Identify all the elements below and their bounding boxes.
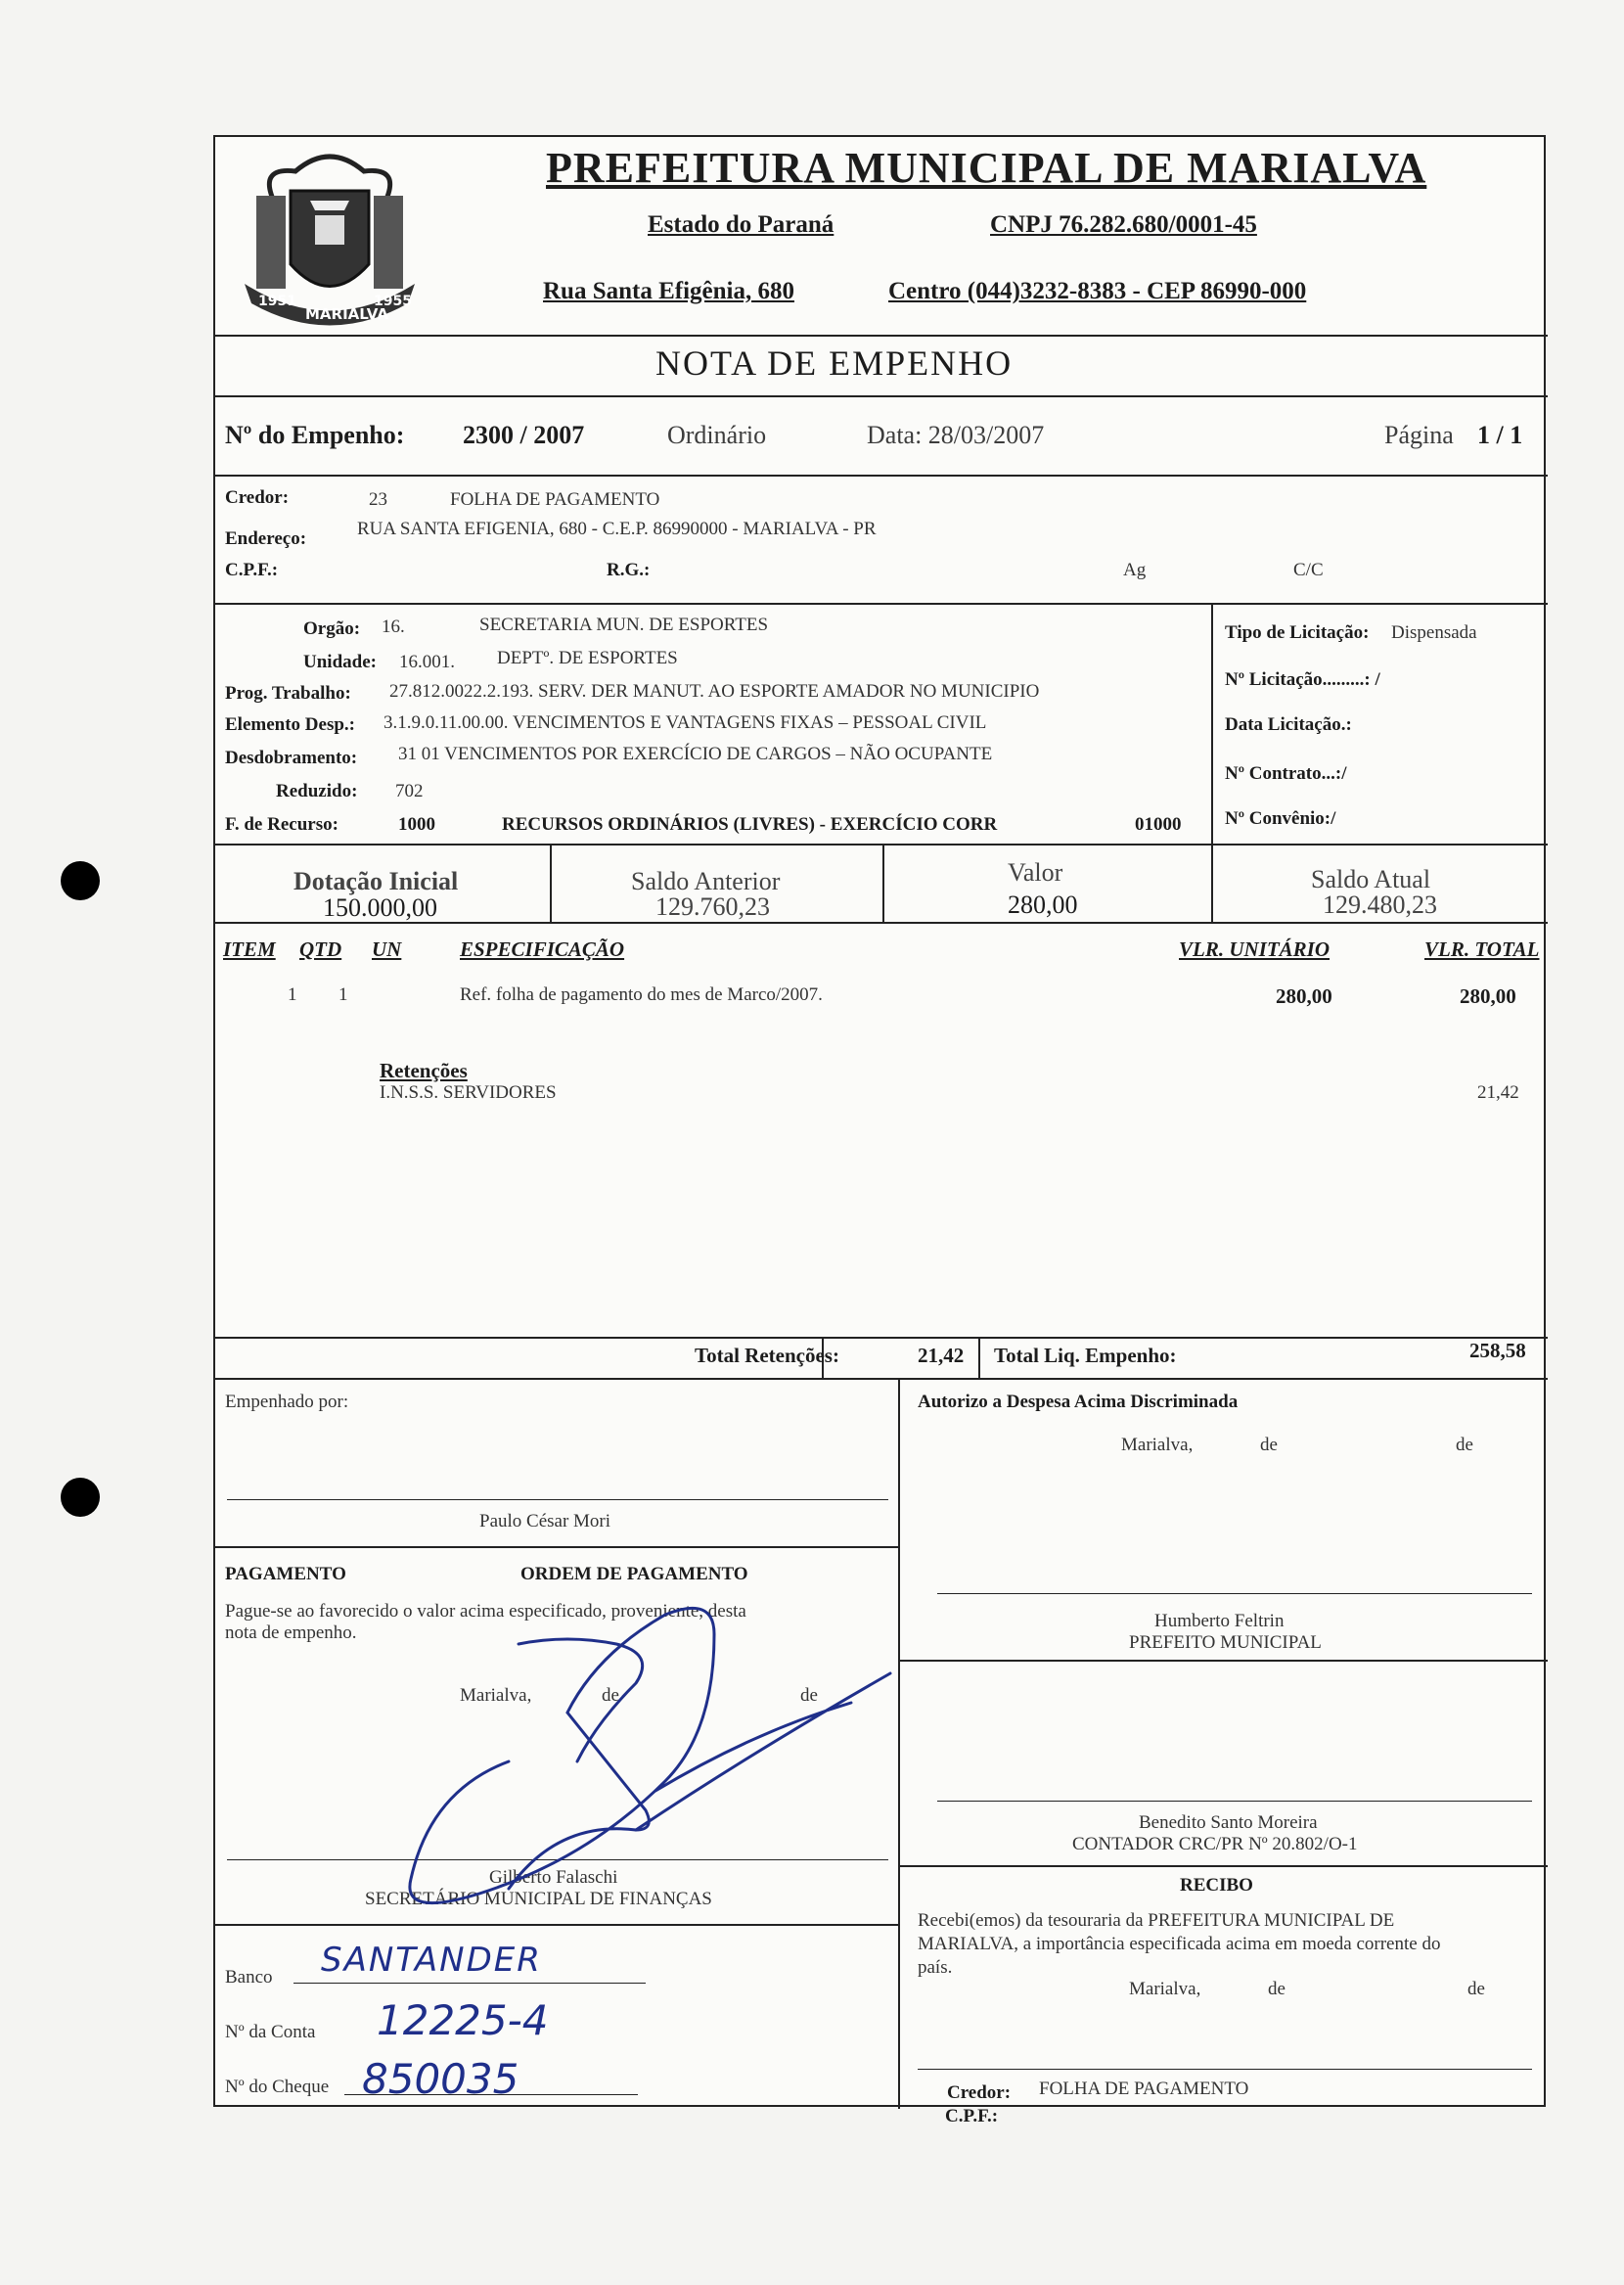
retencao-name: I.N.S.S. SERVIDORES bbox=[380, 1082, 557, 1103]
empenhado-por-label: Empenhado por: bbox=[225, 1392, 349, 1412]
pagamento-label: PAGAMENTO bbox=[225, 1564, 346, 1584]
recurso-name: RECURSOS ORDINÁRIOS (LIVRES) - EXERCÍCIO CORR bbox=[502, 814, 998, 835]
recibo-city: Marialva, bbox=[1129, 1979, 1201, 1999]
reduzido-label: Reduzido: bbox=[276, 781, 358, 801]
retencao-value: 21,42 bbox=[1477, 1082, 1519, 1103]
municipal-crest-logo bbox=[237, 147, 423, 328]
valor-label: Valor bbox=[1008, 858, 1063, 887]
header-address-rest: Centro (044)3232-8383 - CEP 86990-000 bbox=[888, 278, 1307, 304]
crest-banner-text: MARIALVA bbox=[305, 305, 388, 323]
total-liquido-label: Total Liq. Empenho: bbox=[994, 1344, 1177, 1367]
credor-name: FOLHA DE PAGAMENTO bbox=[450, 489, 660, 510]
recibo-text-line3: país. bbox=[918, 1957, 953, 1978]
conta-label: Nº da Conta bbox=[225, 2022, 316, 2042]
unidade-code: 16.001. bbox=[399, 652, 455, 672]
prefeito-title: PREFEITO MUNICIPAL bbox=[1129, 1632, 1322, 1653]
rg-label: R.G.: bbox=[607, 560, 651, 580]
crest-year-right: 1955 bbox=[374, 294, 412, 309]
cc-label: C/C bbox=[1293, 560, 1324, 580]
recibo-text-line2: MARIALVA, a importância especificada acima em moeda corrente do bbox=[918, 1934, 1441, 1954]
autorizo-label: Autorizo a Despesa Acima Discriminada bbox=[918, 1392, 1239, 1412]
ag-label: Ag bbox=[1123, 560, 1147, 580]
autorizo-de2: de bbox=[1456, 1435, 1473, 1455]
unidade-label: Unidade: bbox=[303, 652, 377, 672]
empenho-type: Ordinário bbox=[667, 421, 767, 449]
dotacao-inicial-value: 150.000,00 bbox=[323, 893, 437, 922]
col-qtd: QTD bbox=[299, 937, 342, 961]
header-address: Rua Santa Efigênia, 680 bbox=[543, 278, 794, 304]
empenho-number-value: 2300 / 2007 bbox=[463, 421, 585, 449]
secretario-title: SECRETÁRIO MUNICIPAL DE FINANÇAS bbox=[365, 1889, 712, 1909]
valor-value: 280,00 bbox=[1008, 891, 1078, 919]
desdobramento-label: Desdobramento: bbox=[225, 748, 358, 768]
credor-label: Credor: bbox=[225, 487, 290, 508]
col-especificacao: ESPECIFICAÇÃO bbox=[460, 937, 625, 961]
licitacao-number: Nº Licitação.........: / bbox=[1225, 669, 1380, 690]
dotacao-inicial-label: Dotação Inicial bbox=[293, 867, 459, 895]
orgao-name: SECRETARIA MUN. DE ESPORTES bbox=[479, 615, 769, 635]
crest-year-left: 1951 bbox=[258, 294, 296, 309]
total-retencoes-label: Total Retenções: bbox=[695, 1344, 839, 1367]
recurso-label: F. de Recurso: bbox=[225, 814, 338, 835]
saldo-atual-label: Saldo Atual bbox=[1311, 865, 1431, 893]
page-label: Página bbox=[1384, 421, 1454, 449]
total-retencoes-value: 21,42 bbox=[918, 1344, 965, 1367]
tipo-licitacao-value: Dispensada bbox=[1391, 622, 1477, 643]
prefeito-name: Humberto Feltrin bbox=[1154, 1611, 1285, 1631]
row-qtd: 1 bbox=[338, 984, 348, 1005]
saldo-anterior-value: 129.760,23 bbox=[655, 892, 770, 921]
elemento-value: 3.1.9.0.11.00.00. VENCIMENTOS E VANTAGENS FIXAS – PESSOAL CIVIL bbox=[383, 712, 987, 733]
recurso-num: 01000 bbox=[1135, 814, 1182, 835]
empenho-number-label: Nº do Empenho: bbox=[225, 421, 405, 449]
retencoes-heading: Retenções bbox=[380, 1059, 468, 1082]
recurso-code: 1000 bbox=[398, 814, 435, 835]
recibo-de1: de bbox=[1268, 1979, 1286, 1999]
header-title: PREFEITURA MUNICIPAL DE MARIALVA bbox=[546, 144, 1427, 192]
elemento-label: Elemento Desp.: bbox=[225, 714, 355, 735]
conta-value: 12225-4 bbox=[377, 1996, 549, 2044]
convenio-number: Nº Convênio:/ bbox=[1225, 808, 1336, 829]
contrato-number: Nº Contrato...:/ bbox=[1225, 763, 1347, 784]
document-title: NOTA DE EMPENHO bbox=[655, 343, 1014, 383]
cheque-label: Nº do Cheque bbox=[225, 2077, 330, 2097]
pagamento-text-line1: Pague-se ao favorecido o valor acima especificado, proveniente, desta bbox=[225, 1601, 746, 1622]
punch-hole-top bbox=[61, 861, 100, 900]
header-cnpj: CNPJ 76.282.680/0001-45 bbox=[990, 211, 1257, 238]
header-state: Estado do Paraná bbox=[648, 211, 835, 238]
col-vlr-unitario: VLR. UNITÁRIO bbox=[1179, 937, 1331, 961]
ordem-pagamento-label: ORDEM DE PAGAMENTO bbox=[520, 1564, 748, 1584]
pagamento-city: Marialva, bbox=[460, 1685, 532, 1706]
recibo-cpf-label-outer: C.P.F.: bbox=[945, 2106, 999, 2126]
reduzido-value: 702 bbox=[395, 781, 424, 801]
recibo-de2: de bbox=[1467, 1979, 1485, 1999]
punch-hole-bottom bbox=[61, 1478, 100, 1517]
recibo-credor-label: Credor: bbox=[947, 2082, 1012, 2103]
row-vlr-unitario: 280,00 bbox=[1276, 984, 1332, 1008]
saldo-atual-value: 129.480,23 bbox=[1323, 891, 1437, 919]
autorizo-de1: de bbox=[1260, 1435, 1278, 1455]
secretario-name: Gilberto Falaschi bbox=[489, 1867, 618, 1888]
total-liquido-value: 258,58 bbox=[1469, 1339, 1526, 1362]
desdobramento-value: 31 01 VENCIMENTOS POR EXERCÍCIO DE CARGOS – NÃO OCUPANTE bbox=[398, 744, 993, 764]
recibo-credor-value: FOLHA DE PAGAMENTO bbox=[1039, 2079, 1249, 2099]
pagamento-text-line2: nota de empenho. bbox=[225, 1622, 357, 1643]
nota-de-empenho-form bbox=[213, 135, 1546, 2107]
col-vlr-total: VLR. TOTAL bbox=[1424, 937, 1540, 961]
pagamento-de1: de bbox=[602, 1685, 619, 1706]
orgao-label: Orgão: bbox=[303, 618, 361, 639]
endereco-value: RUA SANTA EFIGENIA, 680 - C.E.P. 86990000 - MARIALVA - PR bbox=[357, 519, 877, 539]
contador-title: CONTADOR CRC/PR Nº 20.802/O-1 bbox=[1072, 1834, 1358, 1854]
credor-code: 23 bbox=[369, 489, 387, 510]
unidade-name: DEPTº. DE ESPORTES bbox=[497, 648, 678, 668]
autorizo-city: Marialva, bbox=[1121, 1435, 1194, 1455]
row-especificacao: Ref. folha de pagamento do mes de Marco/2007. bbox=[460, 984, 823, 1005]
empenho-date: Data: 28/03/2007 bbox=[867, 421, 1045, 449]
recibo-text-line1: Recebi(emos) da tesouraria da PREFEITURA MUNICIPAL DE bbox=[918, 1910, 1395, 1931]
licitacao-date: Data Licitação.: bbox=[1225, 714, 1352, 735]
col-un: UN bbox=[372, 937, 402, 961]
cpf-label: C.P.F.: bbox=[225, 560, 279, 580]
cheque-value: 850035 bbox=[362, 2055, 519, 2103]
banco-value: SANTANDER bbox=[321, 1941, 542, 1980]
prog-trabalho-label: Prog. Trabalho: bbox=[225, 683, 351, 704]
contador-name: Benedito Santo Moreira bbox=[1139, 1812, 1318, 1833]
orgao-code: 16. bbox=[382, 617, 405, 637]
table-row bbox=[215, 984, 1548, 1014]
prog-trabalho-value: 27.812.0022.2.193. SERV. DER MANUT. AO ESPORTE AMADOR NO MUNICIPIO bbox=[389, 681, 1040, 702]
empenhado-por-name: Paulo César Mori bbox=[479, 1511, 611, 1531]
saldo-anterior-label: Saldo Anterior bbox=[631, 867, 781, 895]
secretario-signature bbox=[342, 1595, 910, 1928]
banco-label: Banco bbox=[225, 1967, 273, 1988]
pagamento-de2: de bbox=[800, 1685, 818, 1706]
col-item: ITEM bbox=[223, 937, 276, 961]
row-item: 1 bbox=[288, 984, 297, 1005]
tipo-licitacao-label: Tipo de Licitação: bbox=[1225, 622, 1370, 643]
endereco-label: Endereço: bbox=[225, 528, 307, 549]
row-vlr-total: 280,00 bbox=[1460, 984, 1516, 1008]
recibo-label: RECIBO bbox=[1180, 1875, 1253, 1896]
page-value: 1 / 1 bbox=[1477, 421, 1523, 449]
